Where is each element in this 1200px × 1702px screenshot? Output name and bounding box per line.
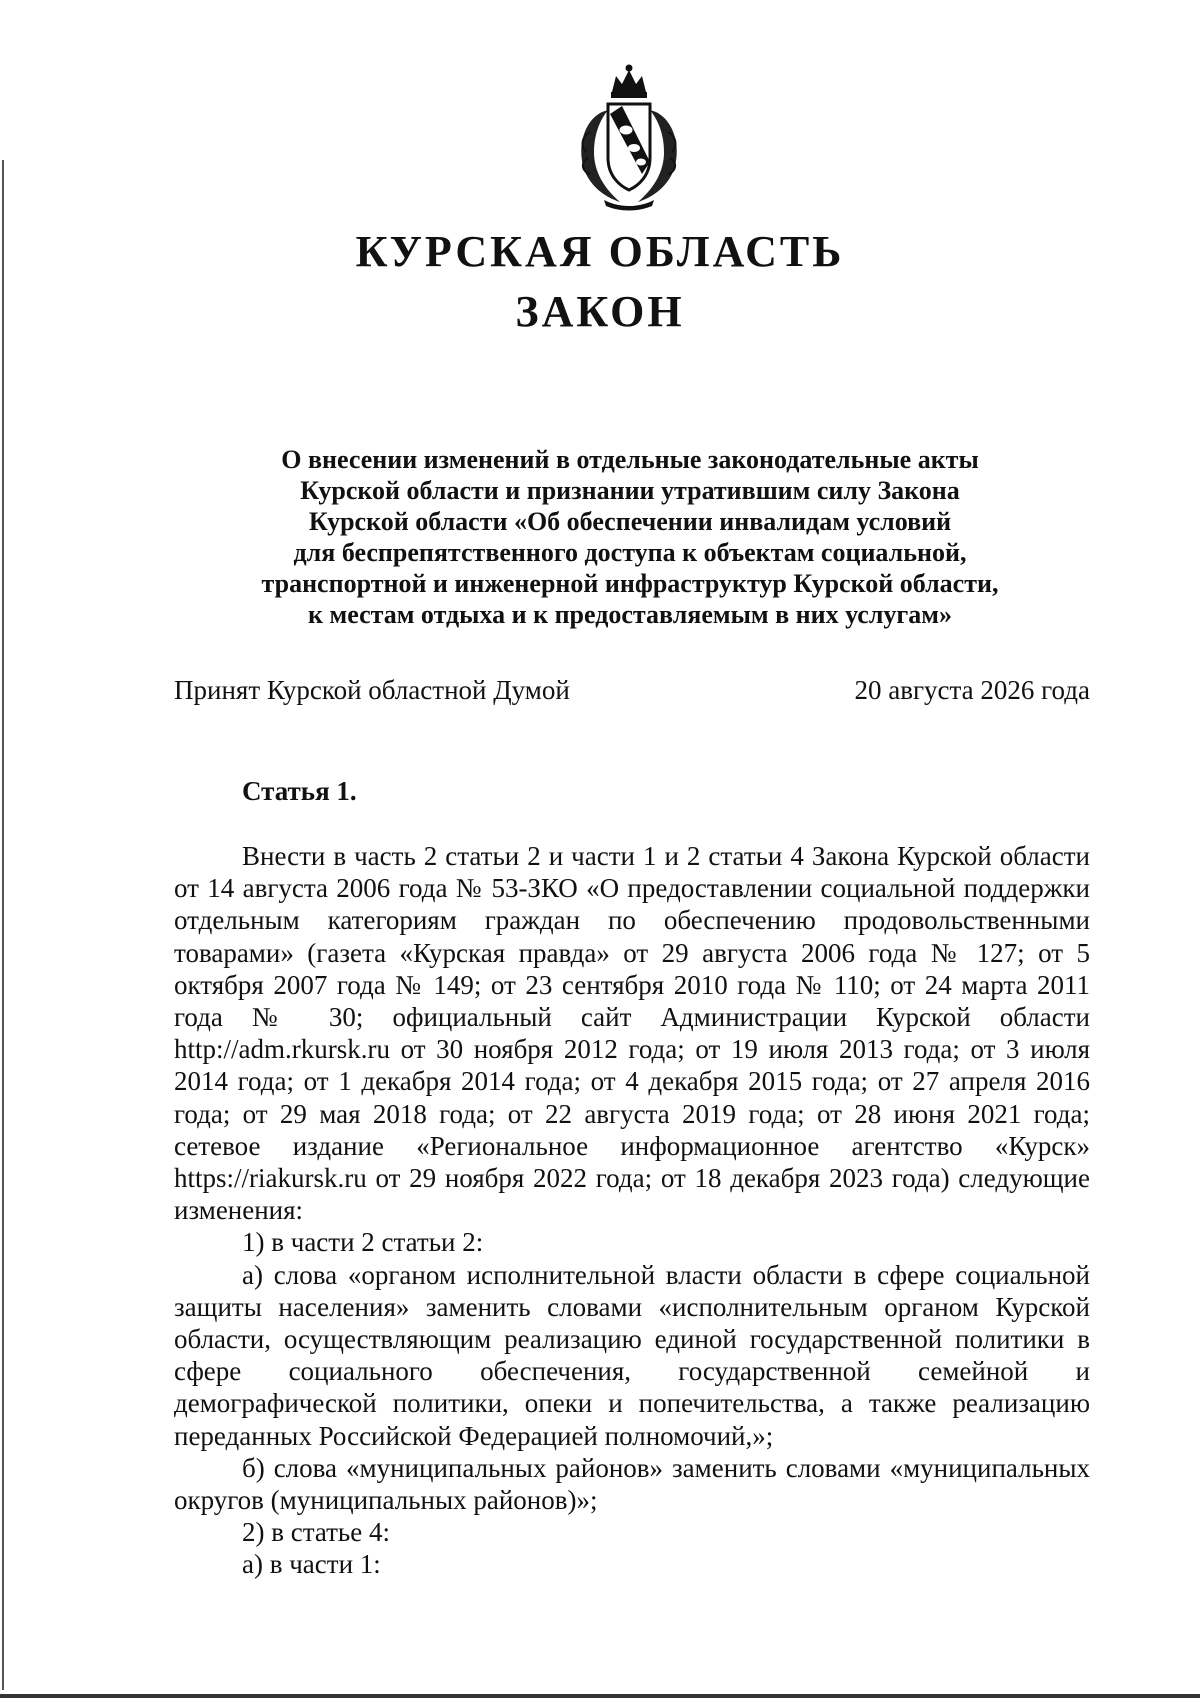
region-heading: КУРСКАЯ ОБЛАСТЬ xyxy=(355,227,845,276)
adopted-date-text: 20 августа 2026 года xyxy=(854,675,1090,705)
list-item: 2) в статье 4: xyxy=(242,1517,390,1548)
scan-bottom-edge xyxy=(0,1694,1200,1698)
crown-icon xyxy=(611,65,647,99)
coat-of-arms-emblem xyxy=(564,62,694,212)
list-subitem: б) слова «муниципальных районов» заменить словами «муниципальных округов (муниципальных районов)»; xyxy=(174,1452,1090,1516)
list-item: 1) в части 2 статьи 2: xyxy=(242,1227,484,1258)
law-title-line: Курской области и признании утратившим силу Закона xyxy=(300,476,960,505)
law-title-line: транспортной и инженерной инфраструктур Курской области, xyxy=(261,569,999,598)
article-body xyxy=(174,840,1090,1581)
law-title xyxy=(200,444,1060,630)
list-subitem: а) в части 1: xyxy=(242,1549,381,1580)
law-title-line: к местам отдыха и к предоставляемым в них услугам» xyxy=(308,600,952,629)
list-subitem: а) слова «органом исполнительной власти области в сфере социальной защиты населения» заменить словами «исполнительным органом Курской области, осуществляющим реализацию единой государственной политики в сфере социального обеспечения, государственной семейной и демографической политики, опеки и попечительства, а также реализацию переданных Российской Федерацией полномочий,»; xyxy=(174,1259,1090,1451)
law-title-line: для беспрепятственного доступа к объектам социальной, xyxy=(293,538,967,567)
article-paragraph: Внести в часть 2 статьи 2 и части 1 и 2 статьи 4 Закона Курской области от 14 августа 2006 года № 53-ЗКО «О предоставлении социальной поддержки отдельным категориям граждан по обеспечению продовольственными товарами» (газета «Курская правда» от 29 августа 2006 года № 127; от 5 октября 2007 года № 149; от 23 сентября 2010 года № 110; от 24 марта 2011 года № 30; официальный сайт Администрации Курской области http://adm.rkursk.ru от 30 ноября 2012 года; от 19 июля 2013 года; от 3 июля 2014 года; от 1 декабря 2014 года; от 4 декабря 2015 года; от 27 апреля 2016 года; от 29 мая 2018 года; от 22 августа 2019 года; от 28 июня 2021 года; сетевое издание «Региональное информационное агентство «Курск» https://riakursk.ru от 29 ноября 2022 года; от 18 декабря 2023 года) следующие изменения: xyxy=(174,841,1090,1226)
article-heading: Статья 1. xyxy=(242,776,357,806)
law-title-line: Курской области «Об обеспечении инвалидам условий xyxy=(308,507,952,536)
adopted-by-text: Принят Курской областной Думой xyxy=(174,675,570,705)
document-type-heading: ЗАКОН xyxy=(515,287,685,336)
scan-left-edge xyxy=(2,160,4,1690)
law-title-line: О внесении изменений в отдельные законодательные акты xyxy=(281,445,979,474)
